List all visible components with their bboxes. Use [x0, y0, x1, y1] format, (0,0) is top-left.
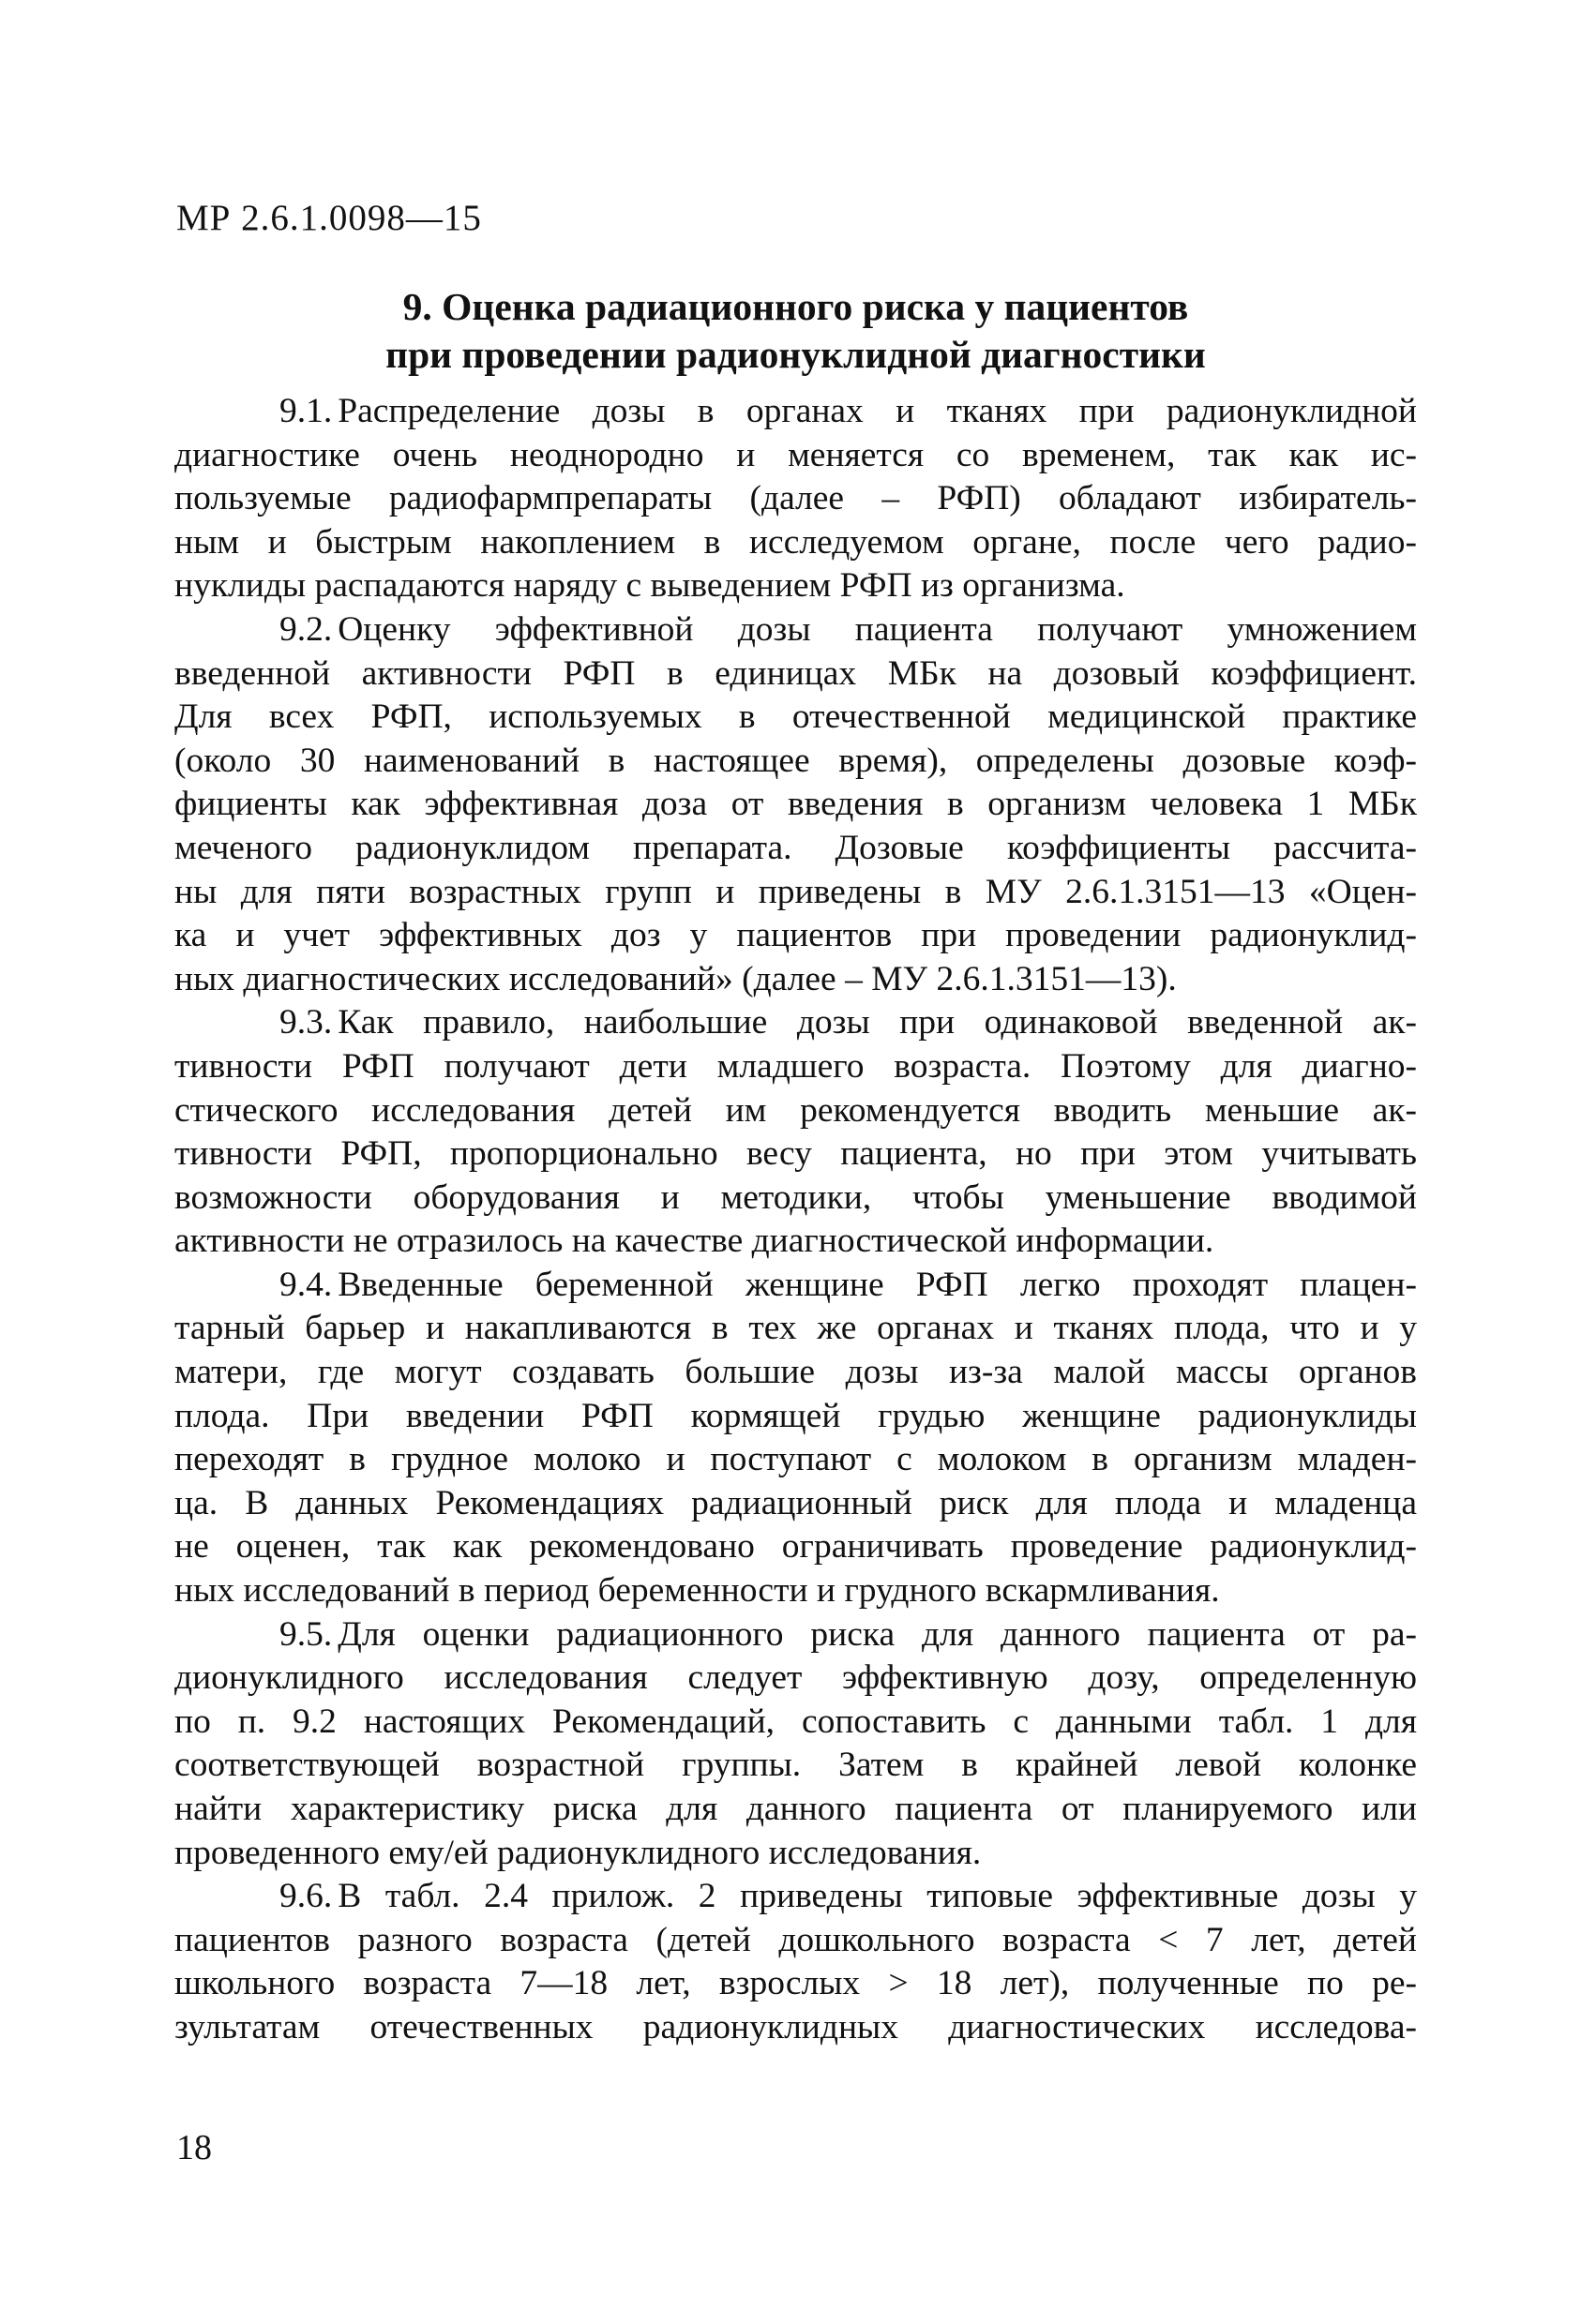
paragraph-line: пациентов разного возраста (детей дошкольного возраста < 7 лет, детей	[174, 1920, 1417, 1959]
paragraph-line: Распределение дозы в органах и тканях при радионуклидной	[338, 392, 1417, 430]
paragraph-line: ны для пяти возрастных групп и приведены в МУ 2.6.1.3151—13 «Оцен-	[174, 872, 1417, 911]
paragraph-line: ка и учет эффективных доз у пациентов при проведении радионуклид-	[174, 916, 1417, 955]
paragraph-line: фициенты как эффективная доза от введения в организм человека 1 МБк	[174, 785, 1417, 824]
paragraph-line: ца. В данных Рекомендациях радиационный риск для плода и младенца	[174, 1483, 1417, 1522]
document-code: МР 2.6.1.0098—15	[176, 198, 482, 238]
paragraph-line: школьного возраста 7—18 лет, взрослых > 18 лет), полученные по ре-	[174, 1964, 1417, 2003]
paragraph-number: 9.3.	[279, 1003, 333, 1042]
paragraph-number: 9.4.	[279, 1265, 333, 1304]
paragraph-9-2	[174, 608, 1417, 1001]
paragraph-line: переходят в грудное молоко и поступают с молоком в организм младен-	[174, 1440, 1417, 1479]
paragraph-number: 9.6.	[279, 1877, 333, 1916]
paragraph-line: Оценку эффективной дозы пациента получают умножением	[338, 609, 1417, 649]
paragraph-9-4	[174, 1264, 1417, 1613]
paragraph-line: стического исследования детей им рекомендуется вводить меньшие ак-	[174, 1090, 1417, 1130]
paragraph-line: тарный барьер и накапливаются в тех же органах и тканях плода, что и у	[174, 1309, 1417, 1348]
paragraph-number: 9.1.	[279, 392, 333, 430]
paragraph	[174, 1613, 1417, 1876]
paragraph-line: не оценен, так как рекомендовано ограничивать проведение радионуклид-	[174, 1527, 1417, 1567]
paragraph-line: Для оценки радиационного риска для данного пациента от ра-	[338, 1614, 1417, 1654]
paragraph-line: проведенного ему/ей радионуклидного исследования.	[174, 1833, 982, 1872]
paragraph-line: зультатам отечественных радионуклидных диагностических исследова-	[174, 2007, 1417, 2047]
paragraph-number: 9.5.	[279, 1614, 333, 1654]
paragraph-line: ных исследований в период беременности и грудного вскармливания.	[174, 1571, 1220, 1611]
paragraph-line: ным и быстрым накоплением в исследуемом органе, после чего радио-	[174, 522, 1417, 562]
page-number: 18	[176, 2128, 212, 2167]
paragraph-line: найти характеристику риска для данного пациента от планируемого или	[174, 1790, 1417, 1828]
section-title-line-1: 9. Оценка радиационного риска у пациентов	[402, 285, 1189, 328]
paragraph-line: (около 30 наименований в настоящее время), определены дозовые коэф-	[174, 741, 1417, 780]
paragraph-line: активности не отразилось на качестве диагностической информации.	[174, 1222, 1214, 1261]
paragraph-line: меченого радионуклидом препарата. Дозовые коэффициенты рассчита-	[174, 828, 1417, 867]
paragraph-line: Введенные беременной женщине РФП легко проходят плацен-	[338, 1265, 1417, 1304]
paragraph-line: ных диагностических исследований» (далее – МУ 2.6.1.3151—13).	[174, 959, 1177, 998]
paragraph-line: по п. 9.2 настоящих Рекомендаций, сопоставить с данными табл. 1 для	[174, 1702, 1417, 1741]
paragraph-line: соответствующей возрастной группы. Затем в крайней левой колонке	[174, 1746, 1417, 1785]
paragraph-line: диагностике очень неоднородно и меняется со временем, так как ис-	[174, 435, 1417, 474]
paragraph-9-3	[174, 1001, 1417, 1264]
paragraph-9-5	[174, 1613, 1417, 1876]
paragraph-9-6	[174, 1875, 1417, 2049]
paragraph-line: В табл. 2.4 прилож. 2 приведены типовые эффективные дозы у	[338, 1877, 1417, 1916]
paragraph	[174, 1264, 1417, 1613]
paragraph-line: Как правило, наибольшие дозы при одинаковой введенной ак-	[338, 1003, 1417, 1042]
paragraph-number: 9.2.	[279, 609, 333, 649]
paragraph-line: возможности оборудования и методики, чтобы уменьшение вводимой	[174, 1177, 1417, 1217]
section-body	[174, 390, 1417, 2050]
paragraph-line: Для всех РФП, используемых в отечественной медицинской практике	[174, 697, 1417, 737]
section-title-line-2: при проведении радионуклидной диагностики	[385, 333, 1206, 376]
paragraph-line: дионуклидного исследования следует эффективную дозу, определенную	[174, 1658, 1417, 1698]
paragraph-line: пользуемые радиофармпрепараты (далее – РФП) обладают избиратель-	[174, 479, 1417, 518]
paragraph-line: матери, где могут создавать большие дозы из-за малой массы органов	[174, 1353, 1417, 1392]
paragraph-9-1	[174, 390, 1417, 608]
paragraph-line: плода. При введении РФП кормящей грудью женщине радионуклиды	[174, 1396, 1417, 1435]
paragraph-line: тивности РФП, пропорционально весу пациента, но при этом учитывать	[174, 1134, 1417, 1174]
paragraph	[174, 390, 1417, 608]
paragraph-line: нуклиды распадаются наряду с выведением РФП из организма.	[174, 566, 1125, 606]
paragraph-line: тивности РФП получают дети младшего возраста. Поэтому для диагно-	[174, 1046, 1417, 1086]
section-title	[174, 283, 1417, 379]
paragraph	[174, 608, 1417, 1001]
paragraph	[174, 1001, 1417, 1264]
paragraph-line: введенной активности РФП в единицах МБк на дозовый коэффициент.	[174, 653, 1417, 693]
paragraph	[174, 1875, 1417, 2049]
